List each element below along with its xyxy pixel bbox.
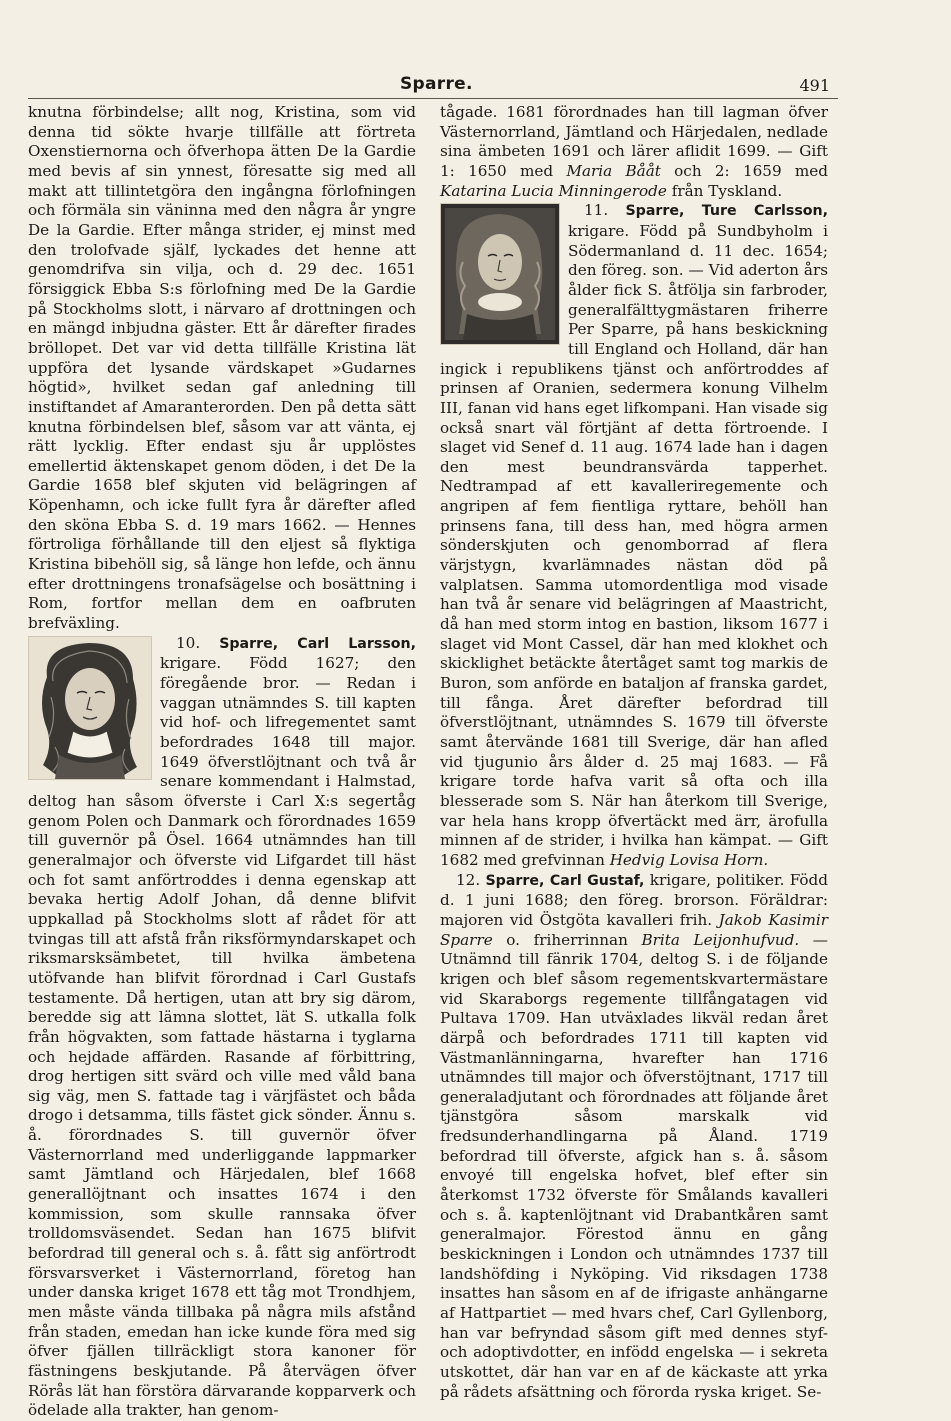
page-number: 491 bbox=[799, 76, 830, 95]
left-column bbox=[28, 103, 416, 1421]
continued-paragraph: knutna förbindelse; allt nog, Kristina, som vid denna tid sökte hvarje tillfälle att förtreta Oxenstiernorna och öfverhopa ätten De la Gardie med bevis af sin ynnest, föresatte sig med all makt att tillintetgöra den ingångna förlofningen och förmäla sin väninna med den några år yngre De la Gardie. Efter många strider, ej minst med den trolofvade själf, lyckades det henne att genomdrifva sin vilja, och d. 29 dec. 1651 försiggick Ebba S:s förlofning med De la Gardie på Stockholms slott, i närvaro af drottningen och en mängd inbjudna gäster. Ett år därefter firades bröllopet. Det var vid detta tillfälle Kristina lät uppföra det lysande värdskapet »Gudarnes högtid», hvilket sedan gaf anledning till instiftandet af Amaranterorden. Den på detta sätt knutna förbindelsen blef, såsom var att vänta, ej rätt lycklig. Efter endast sju år upplöstes emellertid äktenskapet genom döden, i det De la Gardie 1658 blef skjuten vid belägringen af Köpenhamn, och icke fullt fyra år därefter afled den sköna Ebba S. d. 19 mars 1662. — Hennes förtroliga förhållande till den eljest så flyktiga Kristina bibehöll sig, så länge hon lefde, och ännu efter drottningens tronafsägelse och bosättning i Rom, fortfor mellan dem en oafbruten brefväxling. bbox=[28, 103, 416, 633]
entry-text: o. friherrinnan bbox=[492, 930, 642, 949]
entry-text: krigare, politiker. Född d. 1 juni 1688; den föreg. brorson. Föräldrar: majoren vid Östgöta kavalleri frih. bbox=[440, 870, 828, 929]
entry-text: — Utnämnd till fänrik 1704, deltog S. i de följande krigen och blef såsom regementskvartermästare vid Skaraborgs regemente tillfångatagen vid Pultava 1709. Han utväxlades likväl redan året därpå och befordrades 1711 till kapten vid Västmanlänningarna, hvarefter han 1716 utnämndes till major och öfverstöjtnant, 1717 till generaladjutant och förordnades att följande året tjänstgöra såsom marskalk vid fredsunderhandlingarna på Åland. 1719 befordrad till öfverste, afgick han s. å. såsom envoyé till engelska hofvet, blef efter sin återkomst 1732 öfverste för Smålands kavalleri och s. å. kaptenlöjtnant vid Drabantkåren samt generalmajor. Förestod ännu en gång beskickningen i London och utnämndes 1737 till landshöfding i Nyköping. Vid riksdagen 1738 insattes han såsom en af de ifrigaste anhängarne af Hattpartiet — med hvars chef, Carl Gyllenborg, han var befryndad såsom gift med dennes styf- och adoptivdotter, en infödd engelska — i sekreta utskottet, där han var en af de käckaste att yrka på rådets afsättning och förorda ryska kriget. Se- bbox=[440, 930, 828, 1401]
running-title: Sparre. bbox=[400, 74, 473, 94]
entry-number: 12. bbox=[456, 870, 481, 889]
entry-heading: Sparre, Carl Larsson, bbox=[219, 635, 416, 652]
right-column bbox=[440, 103, 828, 1402]
continued-paragraph bbox=[440, 103, 828, 201]
entry-heading: Sparre, Carl Gustaf, bbox=[485, 872, 645, 889]
mother-name: Brita Leijonhufvud. bbox=[641, 930, 800, 949]
entry-number: 10. bbox=[176, 633, 201, 652]
continued-text: och 2: 1659 med bbox=[660, 161, 829, 180]
spouse-name: Hedvig Lovisa Horn. bbox=[609, 850, 769, 869]
father-name: Jakob Kasimir Sparre bbox=[440, 910, 828, 949]
portrait-ture-carlsson-image bbox=[440, 203, 560, 345]
continued-text: tågade. 1681 förordnades han till lagman öfver Västernorrland, Jämtland och Härjedalen, nedlade sina ämbeten 1691 och lärer aflidit 1699. — Gift 1: 1650 med bbox=[440, 103, 828, 180]
entry-heading: Sparre, Ture Carlsson, bbox=[625, 203, 829, 220]
entry-number: 11. bbox=[584, 201, 609, 220]
portrait-icon bbox=[29, 637, 151, 779]
portrait-icon bbox=[441, 204, 559, 344]
entry-11 bbox=[440, 201, 828, 870]
spouse-name: Katarina Lucia Minningerode bbox=[440, 181, 667, 200]
continued-text: från Tyskland. bbox=[666, 181, 783, 200]
entry-text: krigare. Född 1627; den föregående bror. — Redan i vaggan utnämndes S. till kapten vid hof- och lifregementet samt befordrades 1648 till major. 1649 öfverstlöjtnant och två år senare kommendant i Halmstad, deltog han såsom öfverste i Carl X:s segertåg genom Polen och Danmark och förordnades 1659 till guvernör på Ösel. 1664 utnämndes han till generalmajor och öfverste vid Lifgardet till häst och fot samt anförtroddes i denna egenskap att bevaka hertig Adolf Johan, då denne blifvit uppkallad på Stockholms slott af rådet för att tvingas till att afstå från riksförmyndarskapet och riksmarsksämbetet, till hvilka ämbetena utöfvande han blifvit förordnad i Carl Gustafs testamente. Då hertigen, utan att bry sig därom, beredde sig att lämna slottet, lät S. utkalla folk från högvakten, som fattade hästarna i tyglarna och hejdade affärden. Rasande af förbittring, drog hertigen sitt svärd och ville med våld bana sig väg, men S. fattade tag i värjfästet och båda drogo i detsamma, tills fästet gick sönder. Ännu s. å. förordnades S. till guvernör öfver Västernorrland med underliggande lappmarker samt Jämtland och Härjedalen, blef 1668 generallöjtnant och insattes 1674 i den kommission, som skulle rannsaka öfver trolldomsväsendet. Sedan han 1675 blifvit befordrad till general och s. å. fått sig anförtrodt försvarsverket i Västernorrland, företog han under danska kriget 1678 ett tåg mot Trondhjem, men måste vända tillbaka på några mils afstånd från staden, emedan han icke kunde föra med sig öfver fjällen tillräckligt stora kanoner för fästningens beskjutande. På återvägen öfver Rörås lät han förstöra därvarande kopparverk och ödelade alla trakter, han genom- bbox=[28, 654, 416, 1420]
entry-10 bbox=[28, 634, 416, 1421]
portrait-carl-larsson-image bbox=[28, 636, 152, 780]
entry-text: krigare. Född på Sundbyholm i Södermanland d. 11 dec. 1654; den föreg. son. — Vid aderton års ålder fick S. åtfölja sin farbroder, generalfälttygmästaren friherre Per Sparre, på hans beskickning till England och Holland, där han ingick i republikens tjänst och anförtroddes af prinsen af Oranien, sedermera konung Vilhelm III, fanan vid hans eget lifkompani. Han visade sig också snart väl förtjänt af detta förtroende. I slaget vid Senef d. 11 aug. 1674 lade han i dagen den mest beundransvärda tapperhet. Nedtrampad af ett kavalleriregemente och angripen af fem fientliga ryttare, behöll han prinsens fana, till dess han, med högra armen sönderskjuten och genomborrad af flera värjstygn, kvarlämnades nästan död på valplatsen. Samma utomordentliga mod visade han två år senare vid belägringen af Maastricht, då han med storm intog en bastion, liksom 1677 i slaget vid Mont Cassel, där han med klokhet och skicklighet betäckte återtåget samt tog markis de Buron, som anförde en bataljon af franska gardet, till fånga. Året därefter befordrad till öfverstlöjtnant, utnämndes S. 1679 till öfverste samt återvände 1681 till Sverige, där han afled vid tjugunio års ålder d. 25 maj 1683. — Få krigare torde hafva varit så ofta och illa blesserade som S. När han återkom till Sverige, var hela hans kropp öfvertäckt med ärr, ärofulla minnen af de strider, i hvilka han kämpat. — Gift 1682 med grefvinnan bbox=[440, 221, 828, 869]
page-header bbox=[28, 72, 838, 99]
entry-12 bbox=[440, 871, 828, 1403]
spouse-name: Maria Bååt bbox=[566, 161, 661, 180]
